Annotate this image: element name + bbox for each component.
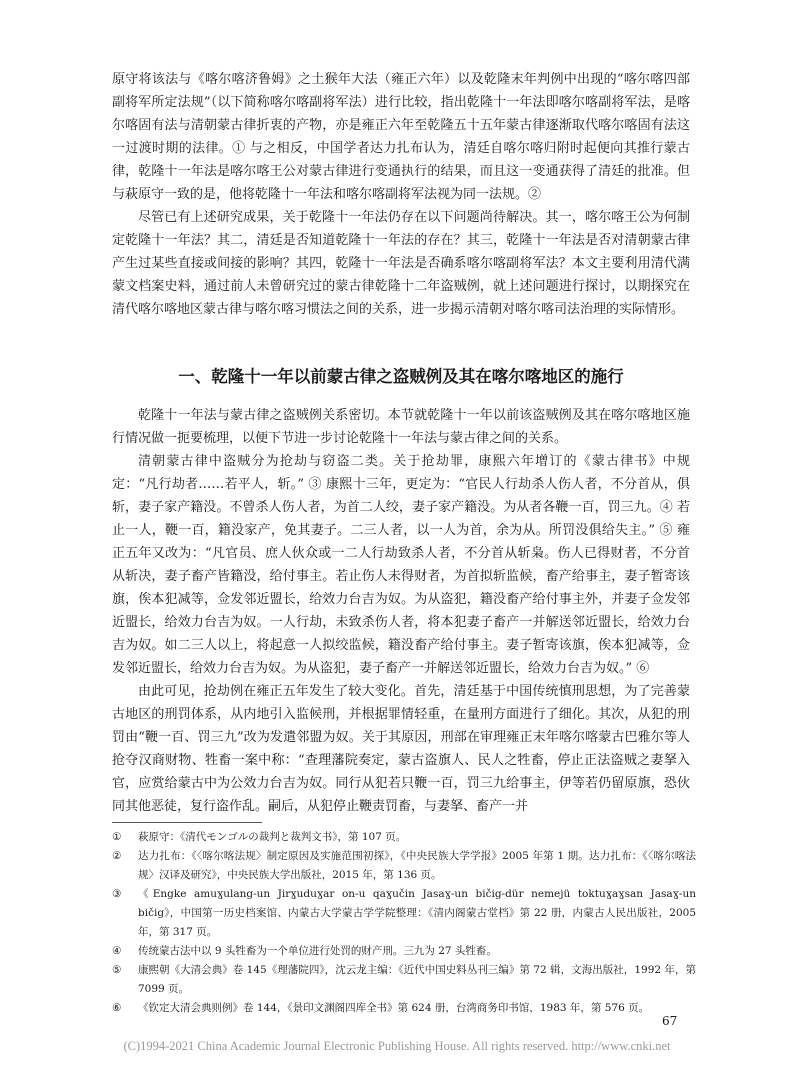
page-number: 67: [662, 1014, 678, 1028]
footnotes: [112, 828, 696, 1018]
copyright-notice: (C)1994-2021 China Academic Journal Electronic Publishing House. All rights reserved. http://www.cnki.net: [123, 1039, 671, 1053]
footnote-text: 萩原守：《清代モンゴルの裁判と裁判文书》，第 107 页。: [138, 831, 407, 843]
footnote-mark: ③: [112, 888, 122, 900]
footnote-mark: ②: [112, 850, 122, 862]
intro-text-block: [112, 68, 690, 321]
footnote: [112, 828, 696, 847]
footnote: [112, 885, 696, 942]
footnote-mark: ⑥: [112, 1002, 122, 1014]
footnote-mark: ④: [112, 945, 122, 957]
footnote-text: 传统蒙古法中以 9 头牲畜为一个单位进行处罚的财产刑。三九为 27 头牲畜。: [138, 945, 497, 957]
footnote: [112, 999, 696, 1018]
paragraph-continued: 原守将该法与《喀尔喀济鲁姆》之土猴年大法（雍正六年）以及乾隆末年判例中出现的“喀尔喀四部副将军所定法规”（以下简称喀尔喀副将军法）进行比较，指出乾隆十一年法即喀尔喀副将军法，是喀尔喀固有法与清朝蒙古律折衷的产物，亦是雍正六年至乾隆五十五年蒙古律逐渐取代喀尔喀固有法这一过渡时期的法律。① 与之相反，中国学者达力扎布认为，清廷自喀尔喀归附时起便向其推行蒙古律，乾隆十一年法是喀尔喀王公对蒙古律进行变通执行的结果，而且这一变通获得了清廷的批准。但与萩原守一致的是，他将乾隆十一年法和喀尔喀副将军法视为同一法规。②: [112, 72, 690, 202]
footnote-text: 《Engke amuɣulang-un Jirɣuduɣar on-u qaɣučin Jasaɣ-un bičig-dür nemejü toktuɣaɣsan Jasaɣ-un bičig》，中国第一历史档案馆、内蒙古大学蒙古学学院整理：《清内阁蒙古堂档》第 22 册，内蒙古人民出版社，2005 年，第 317 页。: [138, 888, 696, 938]
section-text-block: [112, 404, 690, 818]
footnote-text: 康熙朝《大清会典》卷 145《理藩院四》，沈云龙主编：《近代中国史料丛刊三编》第 72 辑，文海出版社，1992 年，第 7099 页。: [138, 964, 696, 995]
paragraph-analysis: 由此可见，抢劫例在雍正五年发生了较大变化。首先，清廷基于中国传统慎刑思想，为了完善蒙古地区的刑罚体系，从内地引入监候刑，并根据罪情轻重，在量刑方面进行了细化。其次，从犯的刑罚由“鞭一百、罚三九”改为发遣邻盟为奴。关于其原因，刑部在审理雍正末年喀尔喀蒙古巴雅尔等人抢夺汉商财物、牲畜一案中称：“查理藩院奏定，蒙古盗旗人、民人之牲畜，停止正法盗贼之妻拏入官，应赏给蒙古中为公效力台吉为奴。同行从犯若只鞭一百，罚三九给事主，伊等若仍留原旗，恐伙同其他恶徒，复行盗作乱。嗣后，从犯停止鞭责罚畜，与妻拏、畜产一并: [112, 684, 690, 814]
paragraph-section-intro: 乾隆十一年法与蒙古律之盗贼例关系密切。本节就乾隆十一年以前该盗贼例及其在喀尔喀地区施行情况做一扼要梳理，以便下节进一步讨论乾隆十一年法与蒙古律之间的关系。: [112, 408, 690, 446]
footnote-divider: [112, 822, 262, 823]
footnote-mark: ⑤: [112, 964, 122, 976]
paragraph-questions: 尽管已有上述研究成果，关于乾隆十一年法仍存在以下问题尚待解决。其一，喀尔喀王公为何制定乾隆十一年法？其二，清廷是否知道乾隆十一年法的存在？其三，乾隆十一年法是否对清朝蒙古律产生过某些直接或间接的影响？其四，乾隆十一年法是否确系喀尔喀副将军法？本文主要利用清代满蒙文档案史料，通过前人未曾研究过的蒙古律乾隆十二年盗贼例，就上述问题进行探讨，以期探究在清代喀尔喀地区蒙古律与喀尔喀习惯法之间的关系，进一步揭示清朝对喀尔喀司法治理的实际情形。: [112, 210, 690, 317]
footnote-text: 达力扎布：《〈喀尔喀法规〉制定原因及实施范围初探》，《中央民族大学学报》2005 年第 1 期。达力扎布：《〈喀尔喀法规〉汉译及研究》，中央民族大学出版社，2015 年，第 136 页。: [138, 850, 696, 881]
footnote: [112, 847, 696, 885]
paragraph-robbery-law: 清朝蒙古律中盗贼分为抢劫与窃盗二类。关于抢劫罪，康熙六年增订的《蒙古律书》中规定：“凡行劫者……若平人，斩。” ③ 康熙十三年，更定为：“官民人行劫杀人伤人者，不分首从，俱斩，妻子家产籍没。不曾杀人伤人者，为首二人绞，妻子家产籍没。为从者各鞭一百，罚三九。④ 若止一人，鞭一百，籍没家产，免其妻子。二三人者，以一人为首，余为从。所罚没俱给失主。” ⑤ 雍正五年又改为：“凡官员、庶人伙众或一二人行劫致杀人者，不分首从斩枭。伤人已得财者，不分首从斩决，妻子畜产皆籍没，给付事主。若止伤人未得财者，为首拟斩监候，畜产给事主，妻子暂寄该旗，俟本犯减等，佥发邻近盟长，给效力台吉为奴。为从盗犯，籍没畜产给付事主外，并妻子佥发邻近盟长，给效力台吉为奴。一人行劫，未致杀伤人者，将本犯妻子畜产一并解送邻近盟长，给效力台吉为奴。如二三人以上，将起意一人拟绞监候，籍没畜产给付事主。妻子暂寄该旗，俟本犯减等，佥发邻近盟长，给效力台吉为奴。为从盗犯，妻子畜产一并解送邻近盟长，给效力台吉为奴。” ⑥: [112, 454, 690, 676]
footnote: [112, 961, 696, 999]
footnote: [112, 942, 696, 961]
section-heading: 一、乾隆十一年以前蒙古律之盗贼例及其在喀尔喀地区的施行: [178, 367, 624, 386]
footnote-text: 《钦定大清会典则例》卷 144，《景印文渊阁四库全书》第 624 册，台湾商务印书馆，1983 年，第 576 页。: [138, 1002, 650, 1014]
footnote-mark: ①: [112, 831, 122, 843]
